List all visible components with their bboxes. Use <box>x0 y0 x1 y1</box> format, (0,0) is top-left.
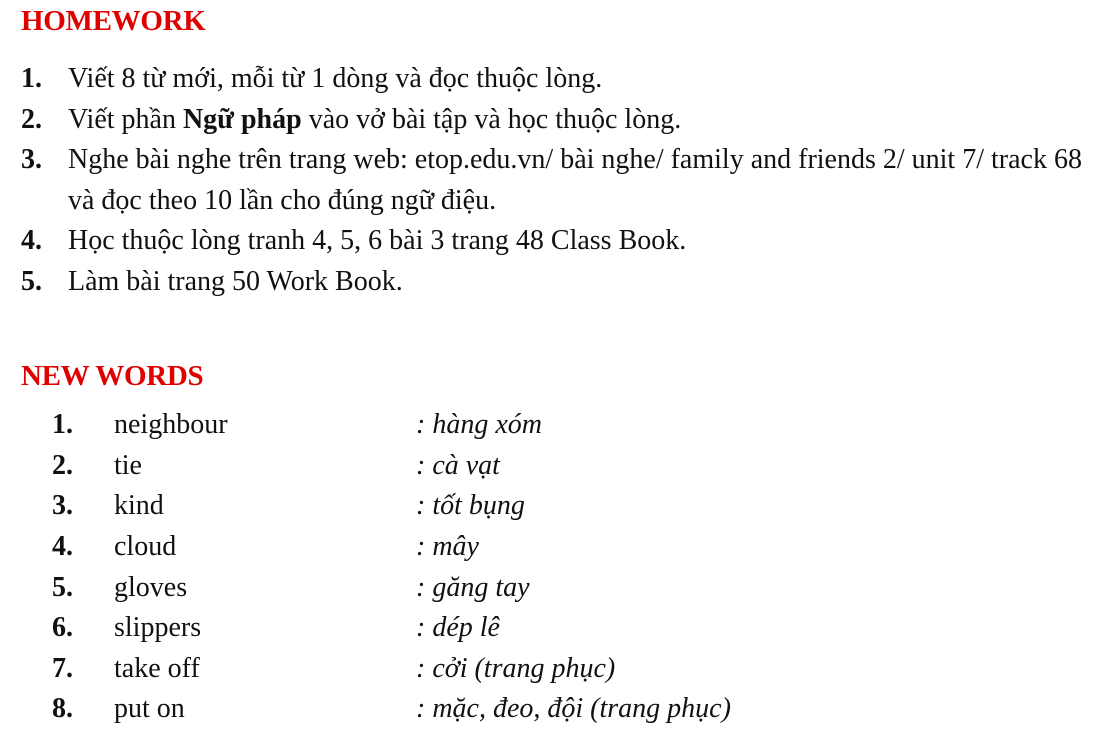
homework-item-text <box>68 221 1091 262</box>
new-word-number: 5. <box>52 571 73 603</box>
new-word-number: 1. <box>52 409 73 441</box>
new-word-meaning: : tốt bụng <box>416 490 525 522</box>
new-word-term: take off <box>114 652 200 684</box>
new-word-row <box>52 527 952 568</box>
new-word-number: 6. <box>52 612 73 644</box>
new-word-row <box>52 446 952 487</box>
new-word-number: 4. <box>52 531 73 563</box>
new-word-number: 3. <box>52 490 73 522</box>
homework-item-text-part: vào vở bài tập và học thuộc lòng. <box>301 103 682 135</box>
homework-item-text-part: Nghe bài nghe trên trang web: etop.edu.vn/ bài nghe/ family and friends 2/ unit 7/ track 68 và đọc theo 10 lần cho đúng ngữ điệu. <box>68 144 1082 216</box>
homework-item-text <box>68 59 1091 100</box>
homework-item-number: 2. <box>21 103 42 135</box>
new-word-number: 8. <box>52 693 73 725</box>
new-word-number: 2. <box>52 449 73 481</box>
homework-item-bold-text: Ngữ pháp <box>182 103 302 135</box>
new-word-row <box>52 486 952 527</box>
new-word-number: 7. <box>52 652 73 684</box>
new-word-meaning: : mặc, đeo, đội (trang phục) <box>416 693 731 725</box>
new-words-list <box>52 405 952 730</box>
homework-heading: HOMEWORK <box>21 5 206 37</box>
homework-item-text-part: Làm bài trang 50 Work Book. <box>68 265 403 297</box>
new-word-row <box>52 405 952 446</box>
homework-item-text <box>68 140 1091 221</box>
homework-item-text-part: Học thuộc lòng tranh 4, 5, 6 bài 3 trang 48 Class Book. <box>68 225 687 256</box>
new-word-row <box>52 608 952 649</box>
new-word-term: put on <box>114 693 185 725</box>
new-word-term: tie <box>114 449 142 481</box>
homework-item <box>21 140 1091 221</box>
new-word-meaning: : cởi (trang phục) <box>416 652 616 684</box>
homework-item-number: 1. <box>21 63 42 94</box>
new-word-row <box>52 567 952 608</box>
new-word-meaning: : hàng xóm <box>416 409 542 441</box>
homework-item-number: 3. <box>21 144 42 175</box>
new-word-meaning: : mây <box>416 531 479 563</box>
homework-item-text <box>68 100 1091 141</box>
homework-item <box>21 100 1091 141</box>
new-word-term: cloud <box>114 531 177 563</box>
homework-item-text <box>68 262 1091 303</box>
homework-item-number: 4. <box>21 225 42 256</box>
homework-item-text-part: Viết 8 từ mới, mỗi từ 1 dòng và đọc thuộc lòng. <box>68 63 603 94</box>
new-word-term: gloves <box>114 571 188 603</box>
new-word-row <box>52 689 952 730</box>
new-word-term: kind <box>114 490 164 522</box>
homework-item <box>21 262 1091 303</box>
new-word-meaning: : cà vạt <box>416 449 500 481</box>
new-word-term: slippers <box>114 612 202 644</box>
new-words-heading: NEW WORDS <box>21 360 204 392</box>
new-word-row <box>52 649 952 690</box>
new-word-meaning: : găng tay <box>416 571 530 603</box>
homework-item <box>21 59 1091 100</box>
homework-list <box>21 59 1091 302</box>
new-word-term: neighbour <box>114 409 228 441</box>
homework-item <box>21 221 1091 262</box>
new-word-meaning: : dép lê <box>416 612 500 644</box>
homework-item-number: 5. <box>21 265 42 297</box>
homework-item-text-part: Viết phần <box>68 103 183 135</box>
